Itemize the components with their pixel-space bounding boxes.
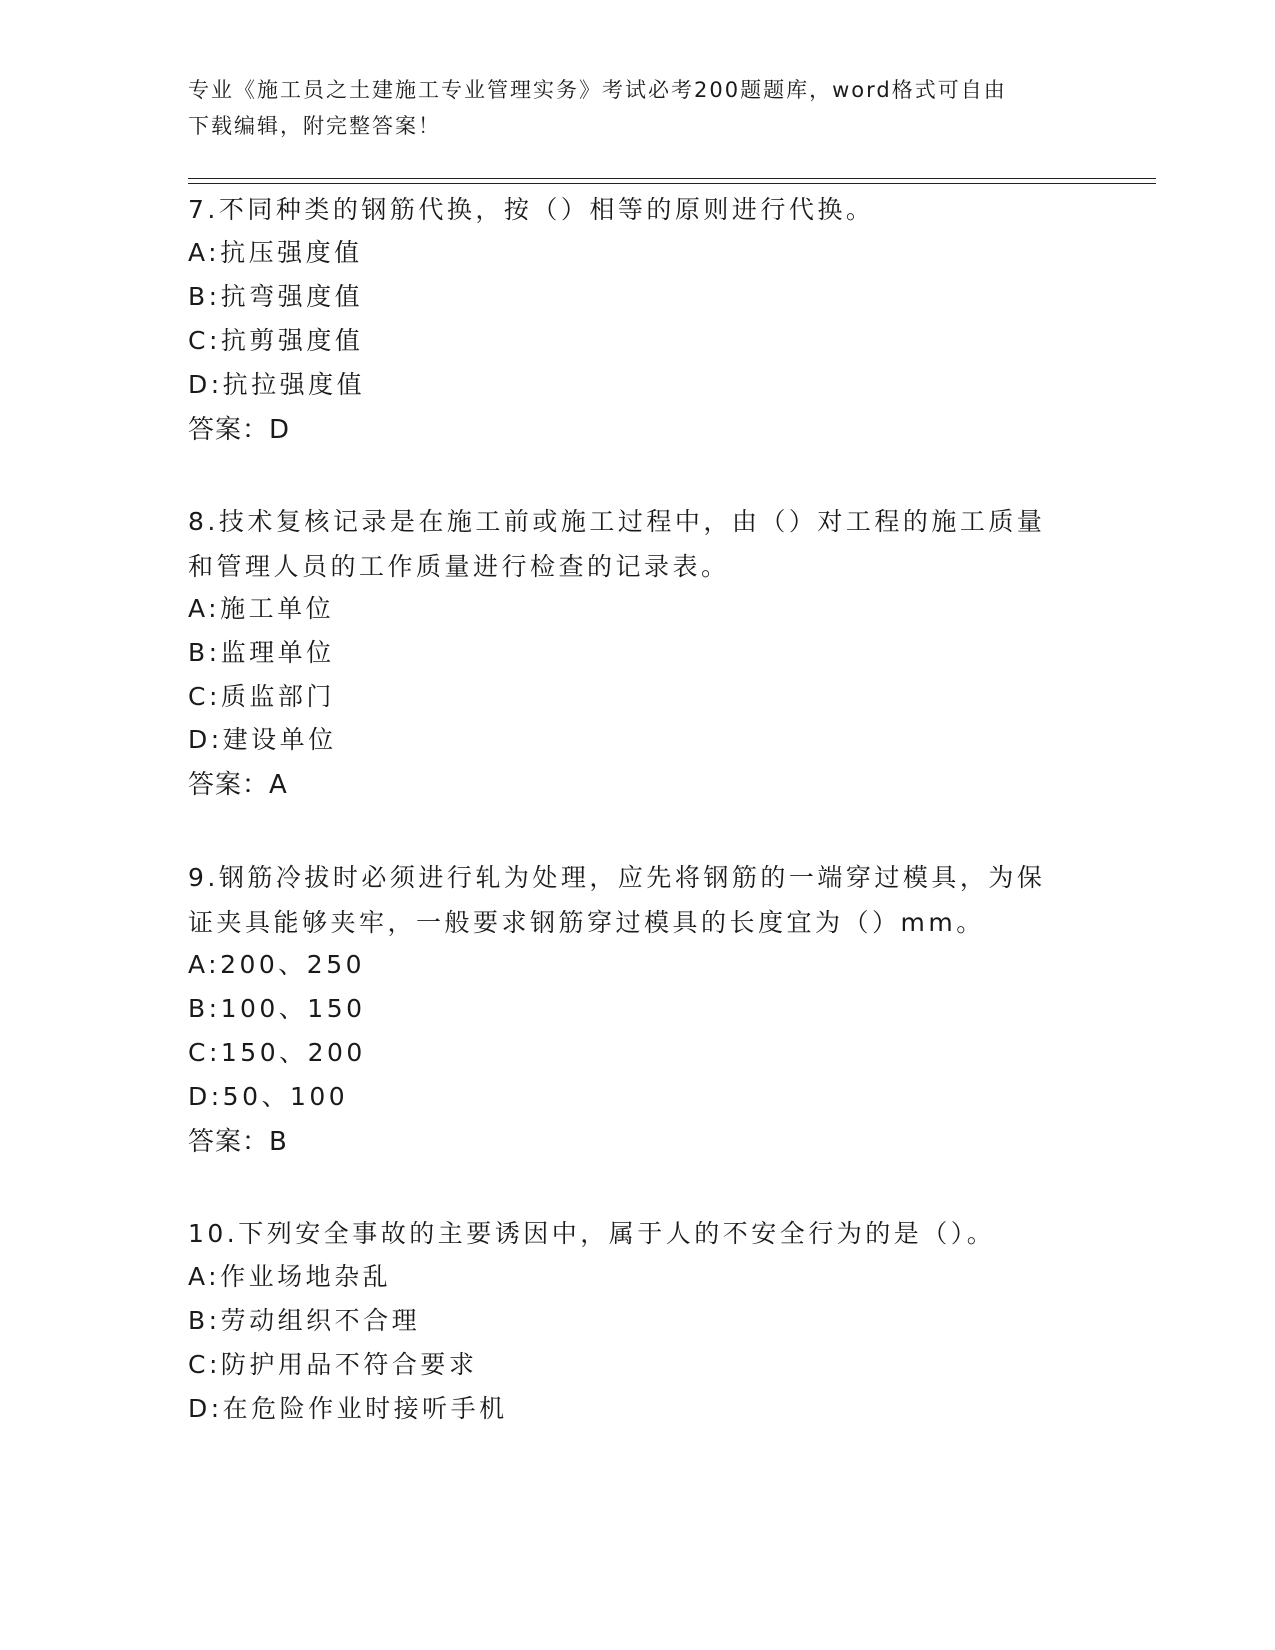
question-line: 和管理人员的工作质量进行检查的记录表。 xyxy=(188,552,730,581)
question-10-text xyxy=(188,1211,995,1256)
question-9-option-c: C:150、200 xyxy=(188,1038,366,1067)
document-header xyxy=(188,72,1068,144)
question-9-option-b: B:100、150 xyxy=(188,994,366,1023)
question-10-option-a: A:作业场地杂乱 xyxy=(188,1262,392,1291)
header-line-2: 下载编辑，附完整答案！ xyxy=(188,114,441,138)
question-10-option-d: D:在危险作业时接听手机 xyxy=(188,1394,508,1423)
question-7-option-a: A:抗压强度值 xyxy=(188,238,363,267)
header-line-1: 专业《施工员之土建施工专业管理实务》考试必考200题题库，word格式可自由 xyxy=(188,78,1007,102)
question-line: 8.技术复核记录是在施工前或施工过程中，由（）对工程的施工质量 xyxy=(188,507,1046,536)
question-line: 10.下列安全事故的主要诱因中，属于人的不安全行为的是（）。 xyxy=(188,1219,996,1248)
header-divider-bottom xyxy=(188,183,1156,184)
question-7-option-c: C:抗剪强度值 xyxy=(188,326,364,355)
question-10-option-b: B:劳动组织不合理 xyxy=(188,1306,421,1335)
question-8-option-b: B:监理单位 xyxy=(188,638,335,667)
question-10-option-c: C:防护用品不符合要求 xyxy=(188,1350,478,1379)
question-9-text xyxy=(188,855,1045,945)
question-8-option-a: A:施工单位 xyxy=(188,594,335,623)
question-8-option-c: C:质监部门 xyxy=(188,682,335,711)
question-9-answer: 答案：B xyxy=(188,1127,288,1157)
question-7-option-b: B:抗弯强度值 xyxy=(188,282,364,311)
question-7-text xyxy=(188,187,874,232)
question-line: 证夹具能够夹牢，一般要求钢筋穿过模具的长度宜为（）mm。 xyxy=(188,908,985,937)
question-9-option-d: D:50、100 xyxy=(188,1082,349,1111)
question-7-option-d: D:抗拉强度值 xyxy=(188,370,366,399)
question-line: 9.钢筋冷拔时必须进行轧为处理，应先将钢筋的一端穿过模具，为保 xyxy=(188,863,1046,892)
question-line: 7.不同种类的钢筋代换，按（）相等的原则进行代换。 xyxy=(188,195,875,224)
question-8-text xyxy=(188,499,1045,589)
header-divider-top xyxy=(188,178,1156,179)
question-7-answer: 答案：D xyxy=(188,415,291,445)
question-8-option-d: D:建设单位 xyxy=(188,725,337,754)
question-8-answer: 答案：A xyxy=(188,770,288,800)
question-9-option-a: A:200、250 xyxy=(188,950,366,979)
